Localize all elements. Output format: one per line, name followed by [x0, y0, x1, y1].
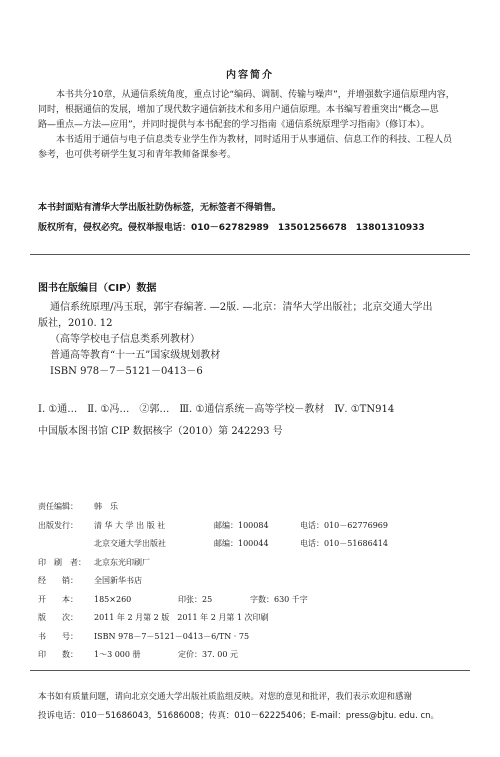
copyright-notice: 版权所有，侵权必究。侵权举报电话：010－62782989 13501256678 13801310933: [38, 223, 425, 233]
divider: [30, 670, 470, 671]
publisher-name: 北京交通大学出版社: [94, 539, 166, 548]
words-value: 字数：630 千字: [250, 595, 308, 604]
imprint-editor: [38, 501, 118, 512]
editor-name: 韩 乐: [94, 502, 118, 511]
publisher-phone: 电话：010－62776969: [300, 521, 388, 530]
cip-line: 通信系统原理/冯玉珉，郭宇春编著. —2版. —北京：清华大学出版社；北京交通大学出: [50, 302, 433, 313]
cip-record-number: 中国版本图书馆 CIP 数据核字（2010）第 242293 号: [38, 426, 283, 437]
publisher-name: 清 华 大 学 出 版 社: [94, 521, 166, 530]
format-value: 185×260: [94, 595, 132, 604]
summary-line: 路—重点—方法—应用”，并同时提供与本书配套的学习指南《通信系统原理学习指南》（修订本）。: [38, 120, 430, 130]
imprint-printer: [38, 557, 150, 568]
anti-counterfeit-notice: 本书封面贴有清华大学出版社防伪标签，无标签者不得销售。: [38, 203, 282, 213]
imprint-isbn: [38, 631, 249, 642]
sheets-value: 印张：25: [178, 595, 213, 604]
summary-line: 本书适用于通信与电子信息类专业学生作为教材，同时适用于从事通信、信息工作的科技、工程人员: [56, 135, 453, 145]
price-value: 定价：37. 00 元: [178, 650, 238, 659]
cip-classification: Ⅰ. ①通… Ⅱ. ①冯… ②郭… Ⅲ. ①通信系统－高等学校－教材 Ⅳ. ①TN914: [38, 404, 395, 415]
printer-name: 北京东光印刷厂: [94, 558, 150, 567]
copies-value: 1～3 000 册: [94, 650, 141, 659]
summary-paragraph: [38, 88, 466, 163]
imprint-seller: [38, 575, 142, 586]
cip-data: [38, 300, 468, 380]
edition-label: 版 次：: [38, 613, 78, 622]
divider: [30, 254, 470, 255]
cip-line: 普通高等教育“十一五”国家级规划教材: [50, 350, 221, 361]
imprint-format: [38, 594, 131, 605]
summary-line: 参考，也可供考研学生复习和青年教师备课参考。: [38, 150, 237, 160]
imprint-publisher-2: [38, 538, 166, 549]
imprint-publisher-1: [38, 520, 165, 531]
printer-label: 印 刷 者：: [38, 558, 86, 567]
seller-label: 经 销：: [38, 576, 78, 585]
seller-name: 全国新华书店: [94, 576, 142, 585]
format-label: 开 本：: [38, 595, 78, 604]
cip-line: ISBN 978－7－5121－0413－6: [50, 366, 203, 377]
publisher-phone: 电话：010－51686414: [300, 539, 388, 548]
copies-label: 印 数：: [38, 650, 78, 659]
publisher-postcode: 邮编：100084: [214, 521, 269, 530]
contact-info: 投诉电话：010－51686043，51686008；传真：010－62225406；E-mail：press@bjtu. edu. cn。: [38, 711, 440, 721]
edition-value: 2011 年 2 月第 2 版 2011 年 2 月第 1 次印刷: [94, 613, 269, 622]
editor-label: 责任编辑：: [38, 502, 78, 511]
cip-line: （高等学校电子信息类系列教材）: [50, 334, 200, 345]
publisher-label: 出版发行：: [38, 521, 78, 530]
page-title: 内容简介: [226, 70, 274, 81]
summary-line: 同时，根据通信的发展，增加了现代数字通信新技术和多用户通信原理。本书编写着重突出“概念—思: [38, 105, 439, 115]
quality-notice: 本书如有质量问题，请向北京交通大学出版社质监组反映。对您的意见和批评，我们表示欢迎和感谢: [38, 692, 413, 702]
imprint-edition: [38, 612, 269, 623]
publisher-postcode: 邮编：100044: [214, 539, 269, 548]
imprint-copies: [38, 649, 141, 660]
cip-heading: 图书在版编目（CIP）数据: [38, 283, 157, 294]
isbn-value: ISBN 978－7－5121－0413－6/TN · 75: [94, 632, 250, 641]
summary-line: 本书共分10章，从通信系统角度，重点讨论“编码、调制、传输与噪声”，并增强数字通信原理内容，: [56, 90, 455, 100]
cip-line: 版社，2010. 12: [38, 318, 113, 329]
isbn-label: 书 号：: [38, 632, 78, 641]
